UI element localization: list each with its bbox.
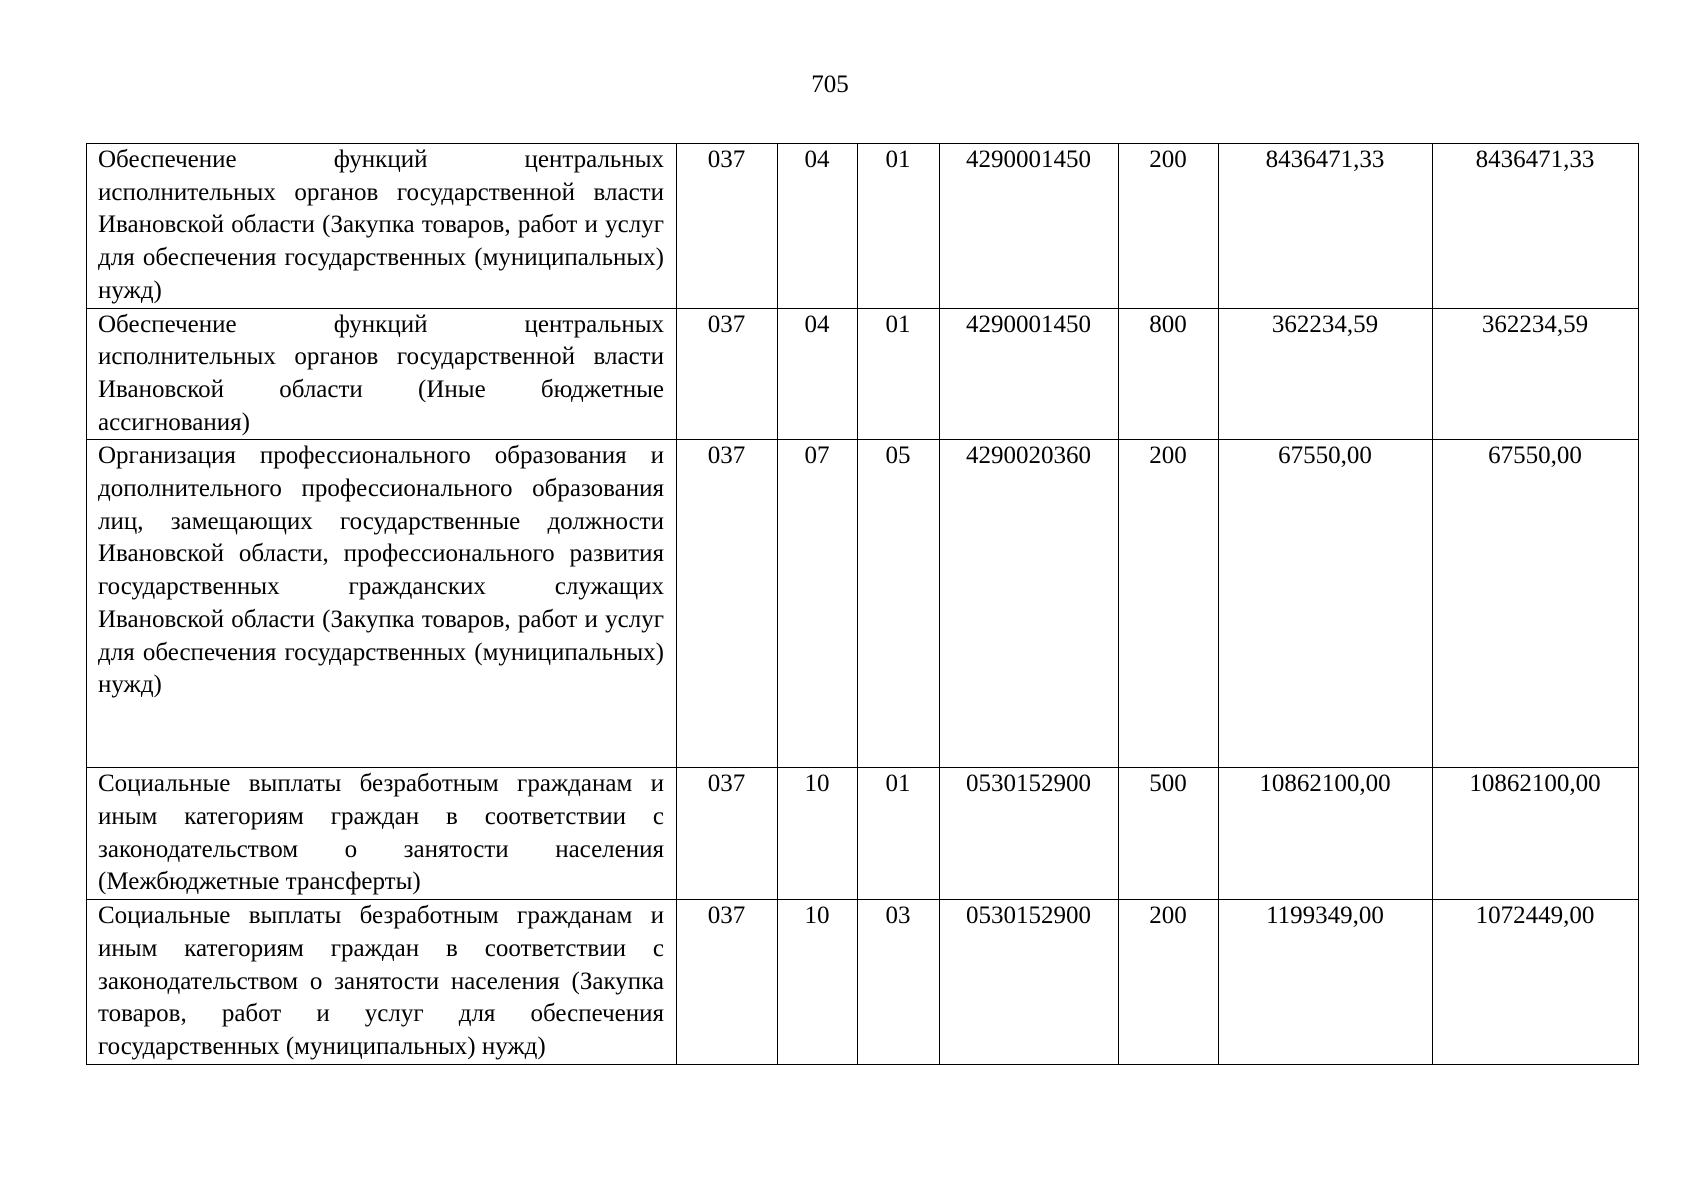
amount-first: 67550,00 (1219, 440, 1433, 768)
section-code: 07 (778, 440, 858, 768)
row-description: Обеспечение функций центральных исполнительных органов государственной власти Ивановской области (Иные бюджетные ассигнования) (87, 308, 677, 440)
row-description: Обеспечение функций центральных исполнительных органов государственной власти Ивановской области (Закупка товаров, работ и услуг для обеспечения государственных (муниципальных) нужд) (87, 144, 677, 309)
row-description: Социальные выплаты безработным гражданам и иным категориям граждан в соответствии с законодательством о занятости населения (Закупка товаров, работ и услуг для обеспечения государственных (муниципальных) нужд) (87, 900, 677, 1065)
amount-second: 10862100,00 (1433, 768, 1639, 900)
section-code: 04 (778, 308, 858, 440)
subsection-code: 05 (858, 440, 940, 768)
expense-type-code: 200 (1119, 440, 1219, 768)
subsection-code: 01 (858, 308, 940, 440)
expense-type-code: 200 (1119, 900, 1219, 1065)
section-code: 04 (778, 144, 858, 309)
expense-type-code: 500 (1119, 768, 1219, 900)
table-row (87, 308, 1639, 440)
amount-first: 1199349,00 (1219, 900, 1433, 1065)
table-row (87, 144, 1639, 309)
ministry-code: 037 (677, 768, 778, 900)
table-row (87, 440, 1639, 768)
page-number: 705 (811, 71, 849, 98)
ministry-code: 037 (677, 144, 778, 309)
amount-second: 67550,00 (1433, 440, 1639, 768)
target-article-code: 4290001450 (940, 308, 1119, 440)
ministry-code: 037 (677, 900, 778, 1065)
ministry-code: 037 (677, 440, 778, 768)
amount-first: 362234,59 (1219, 308, 1433, 440)
amount-first: 10862100,00 (1219, 768, 1433, 900)
target-article-code: 0530152900 (940, 768, 1119, 900)
table-row (87, 768, 1639, 900)
target-article-code: 4290001450 (940, 144, 1119, 309)
expense-type-code: 200 (1119, 144, 1219, 309)
amount-second: 8436471,33 (1433, 144, 1639, 309)
ministry-code: 037 (677, 308, 778, 440)
section-code: 10 (778, 768, 858, 900)
subsection-code: 01 (858, 144, 940, 309)
table-row (87, 900, 1639, 1065)
amount-first: 8436471,33 (1219, 144, 1433, 309)
budget-table (86, 143, 1639, 1065)
row-description: Социальные выплаты безработным гражданам и иным категориям граждан в соответствии с законодательством о занятости населения (Межбюджетные трансферты) (87, 768, 677, 900)
target-article-code: 4290020360 (940, 440, 1119, 768)
subsection-code: 01 (858, 768, 940, 900)
subsection-code: 03 (858, 900, 940, 1065)
row-description: Организация профессионального образования и дополнительного профессионального образования лиц, замещающих государственные должности Ивановской области, профессионального развития государственных гражданских служащих Ивановской области (Закупка товаров, работ и услуг для обеспечения государственных (муниципальных) нужд) (87, 440, 677, 768)
amount-second: 362234,59 (1433, 308, 1639, 440)
expense-type-code: 800 (1119, 308, 1219, 440)
target-article-code: 0530152900 (940, 900, 1119, 1065)
section-code: 10 (778, 900, 858, 1065)
amount-second: 1072449,00 (1433, 900, 1639, 1065)
